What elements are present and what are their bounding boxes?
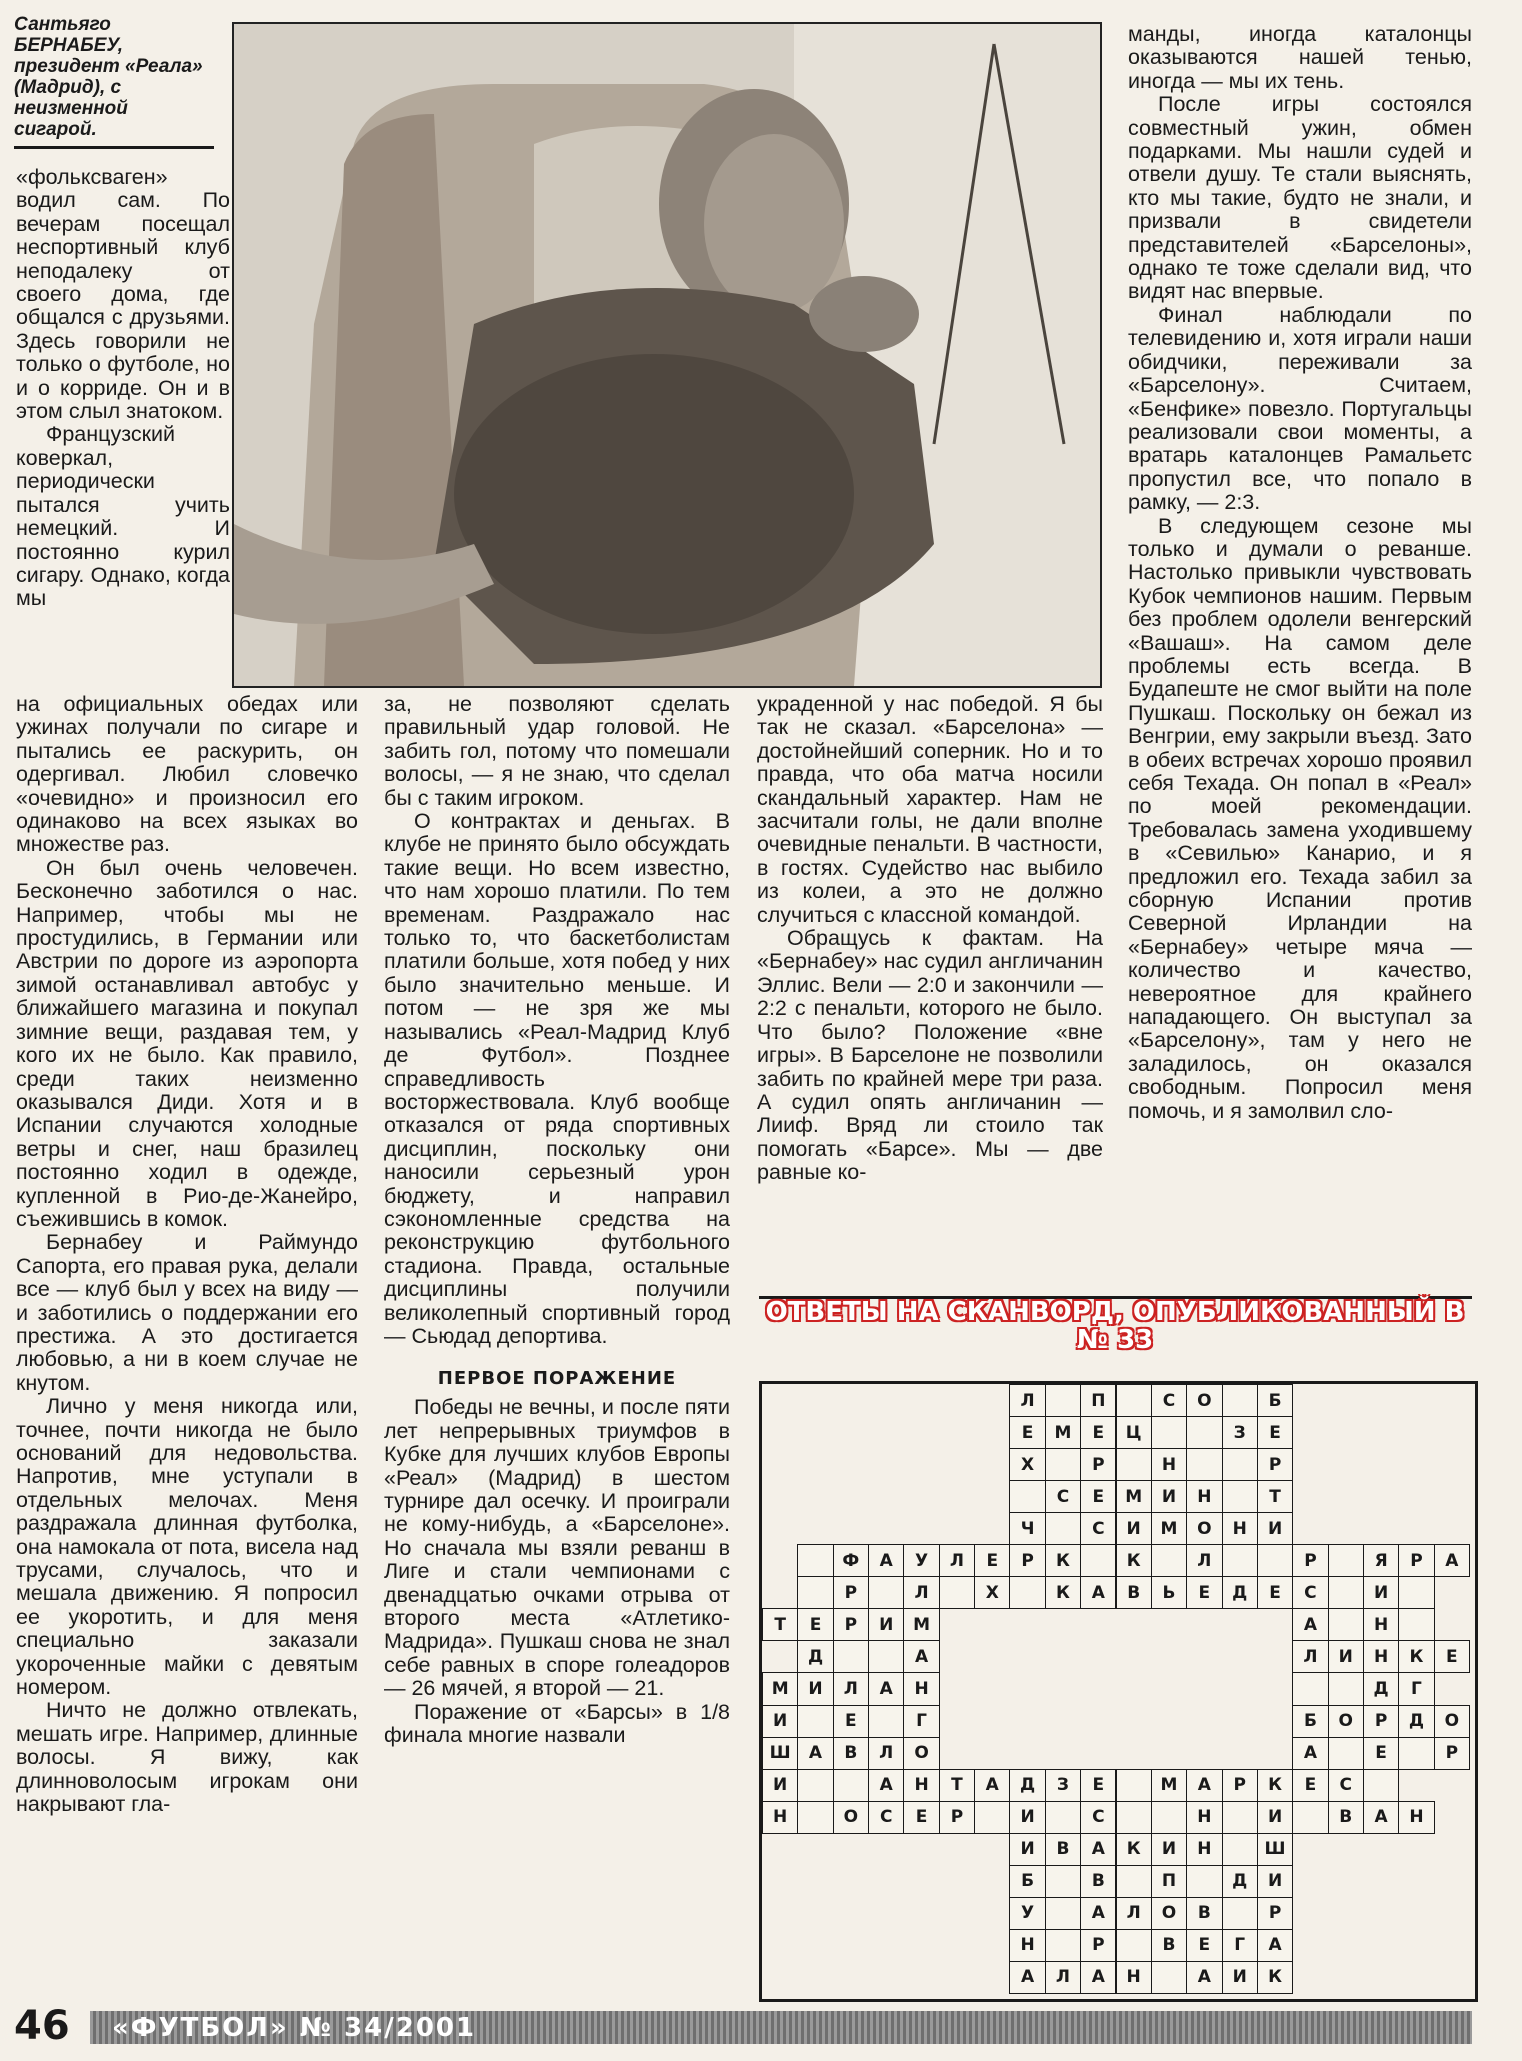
scanword-cell (1328, 1737, 1364, 1770)
scanword-cell (1328, 1576, 1364, 1609)
scanword-cell (1257, 1544, 1293, 1577)
scanword-cell: К (1398, 1640, 1434, 1673)
scanword-cell: П (1080, 1384, 1116, 1417)
paragraph: Финал наблюдали по телевидению и, хотя играли наши обидчики, переживали за «Барселону». Считаем, «Бенфике» повезло. Португальцы реализовали свои моменты, а вратарь каталонцев Рамальетс пропустил все, что попало в рамку, — 2:3. (1128, 302, 1472, 515)
scanword-cell (868, 1576, 904, 1609)
scanword-cell (1151, 1801, 1187, 1834)
paragraph: Лично у меня никогда или, точнее, почти никогда не было оснований для недовольства. Напротив, мне уступали в отдельных мелочах. Меня раздражала длинная футболка, она намокала от пота, висела над трусами, случалось, что и мешала движению. Я попросил ее укоротить, и для меня специально заказали укороченные майки с девятым номером. (16, 1394, 358, 1700)
scanword-cell: К (1116, 1833, 1152, 1866)
scanword-cell (1222, 1448, 1258, 1481)
scanword-cell (868, 1705, 904, 1738)
scanword-cell: И (1257, 1512, 1293, 1545)
scanword-cell: З (1045, 1769, 1081, 1802)
scanword-cell (1116, 1448, 1152, 1481)
paragraph: Обращусь к фактам. На «Бернабеу» нас судил англичанин Эллис. Вели — 2:0 и закончили — 2:2 с пенальти, которого не было. Что было? Положение «вне игры». В Барселоне не позволили забить по крайней мере три раза. А судил опять англичанин — Лииф. Вряд ли стоило так помогать «Барсе». Мы — две равные ко- (757, 926, 1103, 1185)
scanword-cell: Н (1009, 1929, 1045, 1962)
paragraph: украденной у нас победой. Я бы так не сказал. «Барселона» — достойнейший соперник. Но и то правда, что оба матча носили скандальный характер. Нам не засчитали голы, не дали вполне очевидные пенальти. В частности, в гостях. Судейство нас выбило из колеи, а это не должно случиться с классной командой. (757, 692, 1103, 927)
scanword-cell: Е (1080, 1769, 1116, 1802)
scanword-cell: А (1363, 1801, 1399, 1834)
scanword-cell: Е (1080, 1416, 1116, 1449)
scanword-cell (1045, 1801, 1081, 1834)
scanword-cell (797, 1801, 833, 1834)
scanword-cell (1116, 1801, 1152, 1834)
scanword-cell: Б (1009, 1865, 1045, 1898)
scanword-cell: Г (1398, 1672, 1434, 1705)
scanword-cell: О (1328, 1705, 1364, 1738)
scanword-cell: Т (1257, 1480, 1293, 1513)
scanword-cell: С (868, 1801, 904, 1834)
scanword-cell: У (1009, 1897, 1045, 1930)
scanword-cell: Х (1009, 1448, 1045, 1481)
scanword-cell: И (1009, 1801, 1045, 1834)
scanword-cell: Н (903, 1769, 939, 1802)
scanword-cell: С (1045, 1480, 1081, 1513)
scanword-cell (1116, 1865, 1152, 1898)
scanword-cell (1292, 1801, 1328, 1834)
scanword-cell: Е (903, 1801, 939, 1834)
paragraph: за, не позволяют сделать правильный удар головой. Не забить гол, потому что помешали волосы, — я не знаю, что сделал бы с таким игроком. (384, 692, 730, 810)
scanword-cell: И (1257, 1865, 1293, 1898)
scanword-cell (1151, 1544, 1187, 1577)
photo-caption: Сантьяго БЕРНАБЕУ, президент «Реала» (Мадрид), с неизменной сигарой. (14, 14, 214, 149)
scanword-cell (1045, 1384, 1081, 1417)
scanword-cell: Р (1009, 1544, 1045, 1577)
scanword-cell: А (868, 1544, 904, 1577)
paragraph: манды, иногда каталонцы оказываются нашей тенью, иногда — мы их тень. (1128, 22, 1472, 93)
scanword-cell: Е (1009, 1416, 1045, 1449)
scanword-cell (1186, 1865, 1222, 1898)
scanword-cell: В (1116, 1576, 1152, 1609)
scanword-cell: И (1222, 1961, 1258, 1994)
scanword-cell (797, 1705, 833, 1738)
scanword-cell: А (1292, 1737, 1328, 1770)
scanword-cell (1045, 1512, 1081, 1545)
article-column-1 (16, 166, 230, 611)
scanword-cell: Б (1257, 1384, 1293, 1417)
scanword-cell: Л (1116, 1897, 1152, 1930)
scanword-cell (1222, 1384, 1258, 1417)
scanword-cell: А (1080, 1833, 1116, 1866)
scanword-cell: А (868, 1672, 904, 1705)
scanword-cell: Е (1186, 1929, 1222, 1962)
scanword-cell: Н (1116, 1961, 1152, 1994)
scanword-cell (1151, 1416, 1187, 1449)
scanword-cell: Л (1186, 1544, 1222, 1577)
scanword-cell: В (1151, 1929, 1187, 1962)
scanword-cell: Д (797, 1640, 833, 1673)
scanword-cell: Л (868, 1737, 904, 1770)
scanword-cell: И (1009, 1833, 1045, 1866)
scanword-cell (1045, 1929, 1081, 1962)
scanword-cell (1116, 1769, 1152, 1802)
scanword-cell: А (797, 1737, 833, 1770)
scanword-cell: И (762, 1705, 798, 1738)
scanword-cell: Р (1398, 1544, 1434, 1577)
scanword-cell: М (762, 1672, 798, 1705)
scanword-cell: А (1292, 1608, 1328, 1641)
scanword-cell: С (1292, 1576, 1328, 1609)
scanword-cell: К (1116, 1544, 1152, 1577)
scanword-cell: Л (903, 1576, 939, 1609)
scanword-cell: И (1257, 1801, 1293, 1834)
article-column-4 (1128, 23, 1472, 1123)
scanword-cell: Е (1363, 1737, 1399, 1770)
scanword-cell: Д (1363, 1672, 1399, 1705)
scanword-cell: О (833, 1801, 869, 1834)
scanword-cell (1398, 1576, 1434, 1609)
scanword-cell: А (974, 1769, 1010, 1802)
scanword-cell (833, 1640, 869, 1673)
scanword-cell: А (1186, 1769, 1222, 1802)
scanword-cell: Е (1434, 1640, 1470, 1673)
scanword-cell: Н (1186, 1833, 1222, 1866)
paragraph: В следующем сезоне мы только и думали о реванше. Настолько привыкли чувствовать Кубок чемпионов нашим. Первым без проблем одолели венгерский «Вашаш». На самом деле проблемы есть всегда. В Будапеште не смог выйти на поле Пушкаш. Поскольку он бежал из Венгрии, ему закрыли въезд. Зато в обеих встречах хорошо проявил себя Техада. Он попал в «Реал» по моей рекомендации. Требовалась замена уходившему в «Севилью» Канарио, и я предложил его. Техада забил за сборную Испании против Северной Ирландии на «Бернабеу» четыре мяча — количество и качество, невероятное для крайнего нападающего. Он выступал за «Барселону», там у него не заладилось, он оказался свободным. Попросил меня помочь, и я замолвил сло- (1128, 513, 1472, 1123)
article-column-2 (384, 693, 730, 1747)
section-subheading: ПЕРВОЕ ПОРАЖЕНИЕ (437, 1368, 677, 1390)
scanword-cell: М (1045, 1416, 1081, 1449)
scanword-cell (1328, 1672, 1364, 1705)
scanword-cell: Д (1222, 1865, 1258, 1898)
scanword-cell (1292, 1672, 1328, 1705)
paragraph: Он был очень человечен. Бесконечно заботился о нас. Например, чтобы мы не простудились, в Германии или Австрии по дороге из аэропорта зимой останавливал автобус у ближайшего магазина и покупал зимние вещи, раздавая тем, у кого их не было. Как правило, среди таких неизменно оказывался Диди. Хотя и в Испании случаются холодные ветры и снег, наш бразилец постоянно ходил в одежде, купленной в Рио-де-Жанейро, съежившись в комок. (16, 855, 358, 1231)
scanword-cell: Н (1363, 1640, 1399, 1673)
scanword-cell (797, 1769, 833, 1802)
photo-bernabeu (232, 22, 1102, 688)
scanword-cell: Е (1292, 1769, 1328, 1802)
scanword-cell: Н (762, 1801, 798, 1834)
scanword-cell (1222, 1480, 1258, 1513)
scanword-cell: Т (939, 1769, 975, 1802)
scanword-cell: Ч (1009, 1512, 1045, 1545)
paragraph: О контрактах и деньгах. В клубе не принято было обсуждать такие вещи. Но всем известно, что нам хорошо платили. По тем временам. Раздражало нас только то, что баскетболистам платили больше, хотя побед у них было значительно меньше. И потом — не зря же мы назывались «Реал-Мадрид Клуб де Футбол». Позднее справедливость восторжествовала. Клуб вообще отказался от ряда спортивных дисциплин, поскольку они наносили серьезный урон бюджету, и направил сэкономленные средства на реконструкцию футбольного стадиона. Правда, остальные дисциплины получили великолепный спортивный город — Сьюдад депортива. (384, 809, 730, 1348)
scanword-cell: Р (1434, 1737, 1470, 1770)
scanword-cell: Т (762, 1608, 798, 1641)
scanword-cell (1009, 1576, 1045, 1609)
scanword-cell: Р (833, 1576, 869, 1609)
scanword-cell: М (903, 1608, 939, 1641)
scanword-cell: И (1328, 1640, 1364, 1673)
scanword-cell: Л (939, 1544, 975, 1577)
scanword-cell: О (1151, 1897, 1187, 1930)
scanword-cell: У (903, 1544, 939, 1577)
scanword-cell (797, 1544, 833, 1577)
page-number: 46 (14, 2003, 70, 2049)
article-column-1-lower (16, 693, 358, 1817)
scanword-cell (1222, 1544, 1258, 1577)
scanword-cell: В (833, 1737, 869, 1770)
scanword-cell (1328, 1608, 1364, 1641)
scanword-cell (1398, 1608, 1434, 1641)
scanword-cell (1080, 1544, 1116, 1577)
scanword-cell: Ь (1151, 1576, 1187, 1609)
scanword-cell: В (1080, 1865, 1116, 1898)
scanword-cell (1328, 1544, 1364, 1577)
scanword-cell: Е (1186, 1576, 1222, 1609)
scanword-cell: Р (1292, 1544, 1328, 1577)
scanword-cell: Г (1222, 1929, 1258, 1962)
scanword-cell (1363, 1769, 1399, 1802)
scanword-cell: К (1257, 1961, 1293, 1994)
paragraph: Французский коверкал, периодически пытался учить немецкий. И постоянно курил сигару. Однако, когда мы (16, 422, 230, 611)
scanword-cell: Л (1292, 1640, 1328, 1673)
scanword-cell: С (1151, 1384, 1187, 1417)
scanword-cell: О (1434, 1705, 1470, 1738)
scanword-cell: В (1045, 1833, 1081, 1866)
scanword-cell (833, 1769, 869, 1802)
scanword-cell: Ш (762, 1737, 798, 1770)
paragraph: на официальных обедах или ужинах получали по сигаре и пытались ее раскурить, он одергивал. Любил словечко «очевидно» и произносил его одинаково на всех языках во множестве раз. (16, 692, 358, 857)
scanword-cell: Р (1080, 1448, 1116, 1481)
scanword-cell: А (868, 1769, 904, 1802)
scanword-cell: С (1328, 1769, 1364, 1802)
paragraph: Ничто не должно отвлекать, мешать игре. Например, длинные волосы. Я вижу, как длинноволосым игрокам они накрывают гла- (16, 1698, 358, 1817)
scanword-cell: К (1045, 1544, 1081, 1577)
scanword-cell: И (868, 1608, 904, 1641)
scanword-cell: Д (1222, 1576, 1258, 1609)
scanword-cell: О (1186, 1512, 1222, 1545)
scanword-cell: И (1116, 1512, 1152, 1545)
issue-label: «ФУТБОЛ» № 34/2001 (112, 2013, 477, 2043)
scanword-cell: Р (1363, 1705, 1399, 1738)
scanword-cell: Н (1186, 1801, 1222, 1834)
scanword-cell: В (1186, 1897, 1222, 1930)
scanword-cell: Р (833, 1608, 869, 1641)
scanword-cell: Р (1222, 1769, 1258, 1802)
scanword-cell: Д (1009, 1769, 1045, 1802)
scanword-cell: М (1151, 1512, 1187, 1545)
scanword-cell: И (762, 1769, 798, 1802)
scanword-cell: Н (903, 1672, 939, 1705)
scanword-cell: А (1080, 1576, 1116, 1609)
scanword-cell (1151, 1961, 1187, 1994)
scanword-cell: Л (1009, 1384, 1045, 1417)
scanword-cell: Р (1257, 1897, 1293, 1930)
scanword-cell: Л (1045, 1961, 1081, 1994)
scanword-cell: В (1328, 1801, 1364, 1834)
scanword-cell: Б (1292, 1705, 1328, 1738)
scanword-cell: Е (1257, 1416, 1293, 1449)
scanword-cell: Н (1186, 1480, 1222, 1513)
scanword-cell: С (1080, 1801, 1116, 1834)
scanword-cell (1116, 1384, 1152, 1417)
scanword-cell (974, 1801, 1010, 1834)
article-column-3 (757, 693, 1103, 1185)
scanword-cell: А (1186, 1961, 1222, 1994)
scanword-cell: М (1151, 1769, 1187, 1802)
scanword-cell: О (1186, 1384, 1222, 1417)
paragraph: Бернабеу и Раймундо Сапорта, его правая рука, делали все — клуб был у всех на виду — и заботились о поддержании его престижа. А это достигается любовью, а ни в коем случае не кнутом. (16, 1230, 358, 1395)
scanword-cell: А (1257, 1929, 1293, 1962)
scanword-cell: Н (1398, 1801, 1434, 1834)
paragraph: Победы не вечны, и после пяти лет непрерывных триумфов в Кубке для лучших клубов Европы «Реал» (Мадрид) в шестом турнире дал осечку. И проиграли не кому-нибудь, а «Барселоне». Но сначала мы взяли реванш в Лиге и стали чемпионами с двенадцатью очками отрыва от второго места «Атлетико-Мадрида». Пушкаш снова не знал себе равных в споре голеадоров — 26 мячей, я второй — 21. (384, 1395, 730, 1701)
scanword-cell (1186, 1448, 1222, 1481)
scanword-cell: Н (1222, 1512, 1258, 1545)
scanword-cell (1186, 1416, 1222, 1449)
scanword-grid (759, 1381, 1478, 2002)
scanword-cell (1045, 1865, 1081, 1898)
scanword-cell (1222, 1897, 1258, 1930)
scanword-cell: Я (1363, 1544, 1399, 1577)
scanword-cell: И (797, 1672, 833, 1705)
paragraph: «фольксваген» водил сам. По вечерам посещал неспортивный клуб неподалеку от своего дома, где общался с друзьями. Здесь говорили не только о футболе, но и о корриде. Он и в этом слыл знатоком. (16, 165, 230, 424)
scanword-cell: М (1116, 1480, 1152, 1513)
scanword-cell (1398, 1737, 1434, 1770)
scanword-title: ОТВЕТЫ НА СКАНВОРД, ОПУБЛИКОВАННЫЙ В № 33 (765, 1297, 1465, 1355)
scanword-cell: С (1080, 1512, 1116, 1545)
paragraph: После игры состоялся совместный ужин, обмен подарками. Мы нашли судей и отвели душу. Те стали выяснять, кто мы такие, будто не знали, и призвали в свидетели представителей «Барселоны», однако те тоже сделали вид, что видят нас впервые. (1128, 92, 1472, 304)
scanword-cell: Г (903, 1705, 939, 1738)
scanword-cell (1222, 1801, 1258, 1834)
scanword-cell: А (1009, 1961, 1045, 1994)
scanword-cell: Р (1257, 1448, 1293, 1481)
scanword-cell: И (1363, 1576, 1399, 1609)
scanword-cell (1045, 1448, 1081, 1481)
scanword-cell: А (903, 1640, 939, 1673)
scanword-cell: П (1151, 1865, 1187, 1898)
scanword-cell: Ш (1257, 1833, 1293, 1866)
scanword-cell: И (1151, 1833, 1187, 1866)
scanword-cell: А (1080, 1897, 1116, 1930)
scanword-cell: З (1222, 1416, 1258, 1449)
scanword-cell: К (1045, 1576, 1081, 1609)
scanword-cell: Д (1398, 1705, 1434, 1738)
scanword-cell: Р (1080, 1929, 1116, 1962)
scanword-cell: Е (1257, 1576, 1293, 1609)
paragraph: Поражение от «Барсы» в 1/8 финала многие назвали (384, 1699, 730, 1748)
scanword-cell: Е (833, 1705, 869, 1738)
scanword-cell: Н (1363, 1608, 1399, 1641)
scanword-cell: А (1434, 1544, 1470, 1577)
scanword-cell: И (1151, 1480, 1187, 1513)
scanword-cell (939, 1576, 975, 1609)
scanword-cell: К (1257, 1769, 1293, 1802)
scanword-cell: Ф (833, 1544, 869, 1577)
scanword-cell: Е (1080, 1480, 1116, 1513)
scanword-cell (868, 1640, 904, 1673)
scanword-cell (1116, 1929, 1152, 1962)
scanword-cell (1222, 1833, 1258, 1866)
scanword-cell: Н (1151, 1448, 1187, 1481)
scanword-cell: Е (797, 1608, 833, 1641)
scanword-cell: Х (974, 1576, 1010, 1609)
scanword-cell: Ц (1116, 1416, 1152, 1449)
scanword-cell (1045, 1897, 1081, 1930)
scanword-cell (1009, 1480, 1045, 1513)
scanword-cell: А (1080, 1961, 1116, 1994)
scanword-cell: О (903, 1737, 939, 1770)
scanword-cell: Е (974, 1544, 1010, 1577)
scanword-cell (797, 1576, 833, 1609)
scanword-cell: Р (939, 1801, 975, 1834)
scanword-cell: Л (833, 1672, 869, 1705)
